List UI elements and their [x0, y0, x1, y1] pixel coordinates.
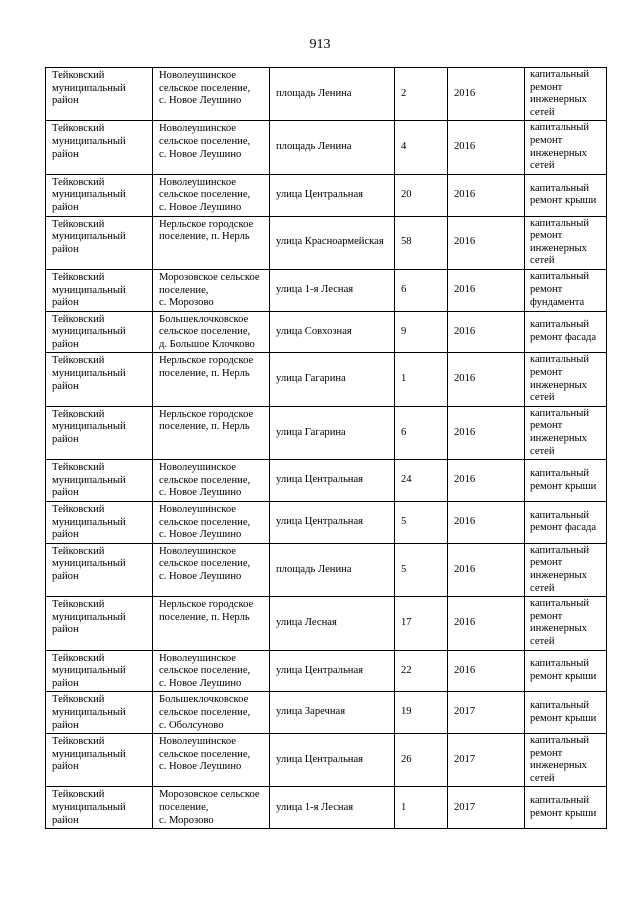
table-row: [46, 543, 607, 596]
district-cell-line: муниципальный: [52, 231, 126, 243]
district-cell-line: район: [52, 487, 79, 499]
district-cell: [46, 311, 153, 353]
table-body: [46, 68, 607, 829]
work-type-cell: [525, 543, 607, 596]
district-cell: [46, 502, 153, 544]
work-type-cell: [525, 692, 607, 734]
work-type-cell-line: капитальный: [530, 735, 590, 747]
work-type-cell-line: капитальный: [530, 182, 590, 194]
district-cell: [46, 650, 153, 692]
house-number-cell: 6: [395, 406, 448, 459]
settlement-cell-line: сельское поселение,: [159, 558, 251, 570]
work-type-cell-line: сетей: [530, 255, 555, 267]
district-cell-line: муниципальный: [52, 706, 126, 718]
work-type-cell: [525, 174, 607, 216]
year-cell: 2016: [448, 353, 525, 406]
work-type-cell-line: капитальный: [530, 468, 590, 480]
settlement-cell-line: сельское поселение,: [159, 474, 251, 486]
settlement-cell-line: Нерльское городское: [159, 408, 254, 420]
year-cell: 2017: [448, 734, 525, 787]
settlement-cell: [153, 311, 270, 353]
street-cell: улица Заречная: [270, 692, 395, 734]
house-number-cell: 24: [395, 460, 448, 502]
street-cell: площадь Ленина: [270, 68, 395, 121]
table-row: [46, 597, 607, 650]
year-cell: 2016: [448, 68, 525, 121]
settlement-cell-line: сельское поселение,: [159, 516, 251, 528]
work-type-cell-line: ремонт фасада: [530, 332, 597, 344]
district-cell-line: Тейковский: [52, 271, 105, 283]
house-number-cell: 5: [395, 502, 448, 544]
work-type-cell-line: капитальный: [530, 795, 590, 807]
settlement-cell-line: с. Новое Леушино: [159, 487, 242, 499]
district-cell: [46, 68, 153, 121]
work-type-cell-line: инженерных: [530, 147, 587, 159]
year-cell: 2016: [448, 406, 525, 459]
street-cell: улица Центральная: [270, 734, 395, 787]
settlement-cell-line: Новолеушинское: [159, 736, 236, 748]
table-row: [46, 121, 607, 174]
work-type-cell-line: ремонт: [530, 81, 563, 93]
district-cell-line: муниципальный: [52, 516, 126, 528]
house-number-cell: 5: [395, 543, 448, 596]
street-cell: улица Лесная: [270, 597, 395, 650]
table-row: [46, 174, 607, 216]
street-cell: улица 1-я Лесная: [270, 787, 395, 829]
settlement-cell-line: Нерльское городское: [159, 599, 254, 611]
work-type-cell-line: ремонт крыши: [530, 670, 597, 682]
district-cell-line: Тейковский: [52, 70, 105, 81]
street-cell: улица Совхозная: [270, 311, 395, 353]
housing-repair-table: [45, 67, 607, 829]
settlement-cell-line: Морозовское сельское: [159, 271, 260, 283]
district-cell: [46, 269, 153, 311]
year-cell: 2017: [448, 787, 525, 829]
table-row: [46, 787, 607, 829]
settlement-cell-line: с. Оболсуново: [159, 719, 224, 731]
settlement-cell-line: с. Морозово: [159, 814, 214, 826]
district-cell-line: Тейковский: [52, 599, 105, 611]
district-cell-line: Тейковский: [52, 313, 105, 325]
district-cell: [46, 353, 153, 406]
work-type-cell: [525, 734, 607, 787]
settlement-cell-line: сельское поселение,: [159, 135, 251, 147]
settlement-cell-line: с. Новое Леушино: [159, 148, 242, 160]
work-type-cell-line: инженерных: [530, 433, 587, 445]
settlement-cell: [153, 216, 270, 269]
work-type-cell: [525, 269, 607, 311]
district-cell-line: Тейковский: [52, 355, 105, 367]
work-type-cell-line: фундамента: [530, 296, 585, 308]
table-row: [46, 353, 607, 406]
work-type-cell-line: сетей: [530, 445, 555, 457]
street-cell: улица Гагарина: [270, 353, 395, 406]
settlement-cell-line: сельское поселение,: [159, 748, 251, 760]
district-cell-line: Тейковский: [52, 789, 105, 801]
table-row: [46, 216, 607, 269]
house-number-cell: 4: [395, 121, 448, 174]
work-type-cell-line: ремонт: [530, 420, 563, 432]
settlement-cell-line: Новолеушинское: [159, 545, 236, 557]
district-cell-line: район: [52, 677, 79, 689]
district-cell: [46, 734, 153, 787]
year-cell: 2017: [448, 692, 525, 734]
settlement-cell-line: с. Новое Леушино: [159, 95, 242, 107]
district-cell-line: район: [52, 434, 79, 446]
district-cell-line: муниципальный: [52, 802, 126, 814]
year-cell: 2016: [448, 650, 525, 692]
district-cell-line: муниципальный: [52, 421, 126, 433]
district-cell: [46, 692, 153, 734]
settlement-cell-line: Новолеушинское: [159, 123, 236, 135]
work-type-cell: [525, 311, 607, 353]
work-type-cell-line: ремонт фасада: [530, 522, 597, 534]
settlement-cell-line: Морозовское сельское: [159, 789, 260, 801]
district-cell-line: муниципальный: [52, 558, 126, 570]
district-cell-line: Тейковский: [52, 462, 105, 474]
district-cell-line: Тейковский: [52, 408, 105, 420]
work-type-cell-line: ремонт: [530, 284, 563, 295]
work-type-cell-line: сетей: [530, 160, 555, 172]
district-cell-line: район: [52, 201, 79, 213]
settlement-cell-line: с. Новое Леушино: [159, 570, 242, 582]
district-cell-line: район: [52, 338, 79, 350]
work-type-cell-line: капитальный: [530, 122, 590, 134]
settlement-cell: [153, 543, 270, 596]
year-cell: 2016: [448, 460, 525, 502]
settlement-cell-line: поселение, п. Нерль: [159, 611, 250, 623]
settlement-cell-line: Большеклочковское: [159, 313, 249, 325]
house-number-cell: 6: [395, 269, 448, 311]
settlement-cell-line: поселение, п. Нерль: [159, 421, 250, 433]
settlement-cell: [153, 174, 270, 216]
work-type-cell-line: капитальный: [530, 544, 590, 556]
work-type-cell-line: ремонт: [530, 610, 563, 622]
work-type-cell: [525, 460, 607, 502]
street-cell: улица Гагарина: [270, 406, 395, 459]
district-cell: [46, 121, 153, 174]
district-cell-line: муниципальный: [52, 284, 126, 296]
district-cell-line: район: [52, 297, 79, 309]
table-row: [46, 692, 607, 734]
settlement-cell: [153, 269, 270, 311]
district-cell: [46, 543, 153, 596]
settlement-cell-line: д. Большое Клочково: [159, 338, 255, 350]
year-cell: 2016: [448, 597, 525, 650]
district-cell: [46, 406, 153, 459]
work-type-cell-line: ремонт крыши: [530, 807, 597, 819]
year-cell: 2016: [448, 174, 525, 216]
work-type-cell-line: инженерных: [530, 623, 587, 635]
settlement-cell-line: с. Новое Леушино: [159, 677, 242, 689]
street-cell: улица Центральная: [270, 174, 395, 216]
settlement-cell-line: сельское поселение,: [159, 326, 251, 338]
work-type-cell-line: капитальный: [530, 319, 590, 331]
work-type-cell-line: инженерных: [530, 242, 587, 254]
district-cell: [46, 460, 153, 502]
work-type-cell-line: инженерных: [530, 760, 587, 772]
district-cell-line: район: [52, 243, 79, 255]
work-type-cell-line: капитальный: [530, 509, 590, 521]
work-type-cell-line: ремонт: [530, 230, 563, 242]
district-cell-line: Тейковский: [52, 504, 105, 515]
district-cell: [46, 597, 153, 650]
table-row: [46, 68, 607, 121]
settlement-cell: [153, 734, 270, 787]
work-type-cell-line: капитальный: [530, 658, 590, 670]
district-cell-line: муниципальный: [52, 474, 126, 486]
street-cell: улица Красноармейская: [270, 216, 395, 269]
district-cell-line: район: [52, 570, 79, 582]
table-row: [46, 650, 607, 692]
district-cell-line: район: [52, 529, 79, 541]
district-cell: [46, 787, 153, 829]
work-type-cell-line: ремонт: [530, 367, 563, 379]
settlement-cell: [153, 406, 270, 459]
settlement-cell-line: с. Новое Леушино: [159, 201, 242, 213]
district-cell-line: Тейковский: [52, 652, 105, 664]
work-type-cell-line: капитальный: [530, 598, 590, 610]
work-type-cell-line: капитальный: [530, 407, 590, 419]
house-number-cell: 1: [395, 353, 448, 406]
house-number-cell: 9: [395, 311, 448, 353]
district-cell-line: район: [52, 761, 79, 773]
house-number-cell: 17: [395, 597, 448, 650]
street-cell: улица Центральная: [270, 502, 395, 544]
settlement-cell: [153, 787, 270, 829]
street-cell: площадь Ленина: [270, 121, 395, 174]
settlement-cell-line: с. Новое Леушино: [159, 761, 242, 773]
work-type-cell: [525, 597, 607, 650]
settlement-cell: [153, 68, 270, 121]
district-cell-line: муниципальный: [52, 135, 126, 147]
work-type-cell-line: ремонт крыши: [530, 712, 597, 724]
settlement-cell: [153, 650, 270, 692]
district-cell-line: муниципальный: [52, 665, 126, 677]
table-row: [46, 460, 607, 502]
settlement-cell-line: с. Новое Леушино: [159, 529, 242, 541]
settlement-cell-line: поселение, п. Нерль: [159, 368, 250, 380]
work-type-cell-line: сетей: [530, 106, 555, 118]
settlement-cell-line: с. Морозово: [159, 297, 214, 309]
settlement-cell-line: сельское поселение,: [159, 665, 251, 677]
settlement-cell: [153, 502, 270, 544]
work-type-cell-line: ремонт: [530, 134, 563, 146]
house-number-cell: 26: [395, 734, 448, 787]
work-type-cell-line: ремонт: [530, 747, 563, 759]
district-cell-line: Тейковский: [52, 694, 105, 706]
work-type-cell-line: сетей: [530, 635, 555, 647]
settlement-cell-line: сельское поселение,: [159, 82, 251, 94]
district-cell-line: муниципальный: [52, 611, 126, 623]
district-cell-line: Тейковский: [52, 545, 105, 557]
district-cell-line: район: [52, 148, 79, 160]
work-type-cell-line: капитальный: [530, 69, 590, 80]
settlement-cell-line: поселение,: [159, 284, 209, 296]
district-cell-line: Тейковский: [52, 218, 105, 230]
work-type-cell: [525, 502, 607, 544]
district-cell-line: Тейковский: [52, 736, 105, 748]
work-type-cell-line: капитальный: [530, 217, 590, 229]
year-cell: 2016: [448, 543, 525, 596]
work-type-cell: [525, 353, 607, 406]
district-cell-line: муниципальный: [52, 82, 126, 94]
settlement-cell-line: сельское поселение,: [159, 189, 251, 201]
house-number-cell: 20: [395, 174, 448, 216]
district-cell-line: район: [52, 380, 79, 392]
work-type-cell: [525, 68, 607, 121]
year-cell: 2016: [448, 216, 525, 269]
year-cell: 2016: [448, 121, 525, 174]
work-type-cell: [525, 121, 607, 174]
district-cell-line: район: [52, 624, 79, 636]
district-cell-line: район: [52, 95, 79, 107]
district-cell-line: муниципальный: [52, 368, 126, 380]
table-row: [46, 406, 607, 459]
work-type-cell: [525, 216, 607, 269]
year-cell: 2016: [448, 311, 525, 353]
table-row: [46, 269, 607, 311]
settlement-cell-line: Новолеушинское: [159, 504, 236, 515]
settlement-cell-line: Нерльское городское: [159, 218, 254, 230]
table-row: [46, 734, 607, 787]
settlement-cell-line: сельское поселение,: [159, 706, 251, 718]
work-type-cell-line: ремонт крыши: [530, 195, 597, 207]
work-type-cell-line: сетей: [530, 582, 555, 594]
year-cell: 2016: [448, 502, 525, 544]
work-type-cell: [525, 406, 607, 459]
settlement-cell-line: Новолеушинское: [159, 176, 236, 188]
page-number: 913: [309, 37, 331, 52]
district-cell-line: район: [52, 719, 79, 731]
settlement-cell: [153, 121, 270, 174]
house-number-cell: 2: [395, 68, 448, 121]
settlement-cell-line: поселение, п. Нерль: [159, 231, 250, 243]
settlement-cell-line: Большеклочковское: [159, 694, 249, 706]
work-type-cell-line: капитальный: [530, 700, 590, 712]
table-row: [46, 502, 607, 544]
work-type-cell-line: сетей: [530, 772, 555, 784]
year-cell: 2016: [448, 269, 525, 311]
work-type-cell-line: ремонт: [530, 557, 563, 569]
settlement-cell-line: Новолеушинское: [159, 462, 236, 474]
settlement-cell-line: поселение,: [159, 802, 209, 814]
district-cell-line: Тейковский: [52, 123, 105, 135]
table-row: [46, 311, 607, 353]
district-cell: [46, 174, 153, 216]
house-number-cell: 1: [395, 787, 448, 829]
street-cell: площадь Ленина: [270, 543, 395, 596]
district-cell: [46, 216, 153, 269]
street-cell: улица 1-я Лесная: [270, 269, 395, 311]
work-type-cell-line: инженерных: [530, 94, 587, 106]
work-type-cell: [525, 650, 607, 692]
street-cell: улица Центральная: [270, 460, 395, 502]
street-cell: улица Центральная: [270, 650, 395, 692]
district-cell-line: Тейковский: [52, 176, 105, 188]
settlement-cell-line: Новолеушинское: [159, 70, 236, 81]
settlement-cell-line: Новолеушинское: [159, 652, 236, 664]
work-type-cell-line: ремонт крыши: [530, 480, 597, 492]
work-type-cell: [525, 787, 607, 829]
district-cell-line: район: [52, 814, 79, 826]
work-type-cell-line: капитальный: [530, 354, 590, 366]
work-type-cell-line: капитальный: [530, 271, 590, 283]
work-type-cell-line: инженерных: [530, 379, 587, 391]
settlement-cell: [153, 353, 270, 406]
house-number-cell: 22: [395, 650, 448, 692]
settlement-cell-line: Нерльское городское: [159, 355, 254, 367]
district-cell-line: муниципальный: [52, 326, 126, 338]
settlement-cell: [153, 692, 270, 734]
house-number-cell: 19: [395, 692, 448, 734]
work-type-cell-line: сетей: [530, 392, 555, 404]
work-type-cell-line: инженерных: [530, 569, 587, 581]
district-cell-line: муниципальный: [52, 748, 126, 760]
settlement-cell: [153, 460, 270, 502]
district-cell-line: муниципальный: [52, 189, 126, 201]
house-number-cell: 58: [395, 216, 448, 269]
settlement-cell: [153, 597, 270, 650]
